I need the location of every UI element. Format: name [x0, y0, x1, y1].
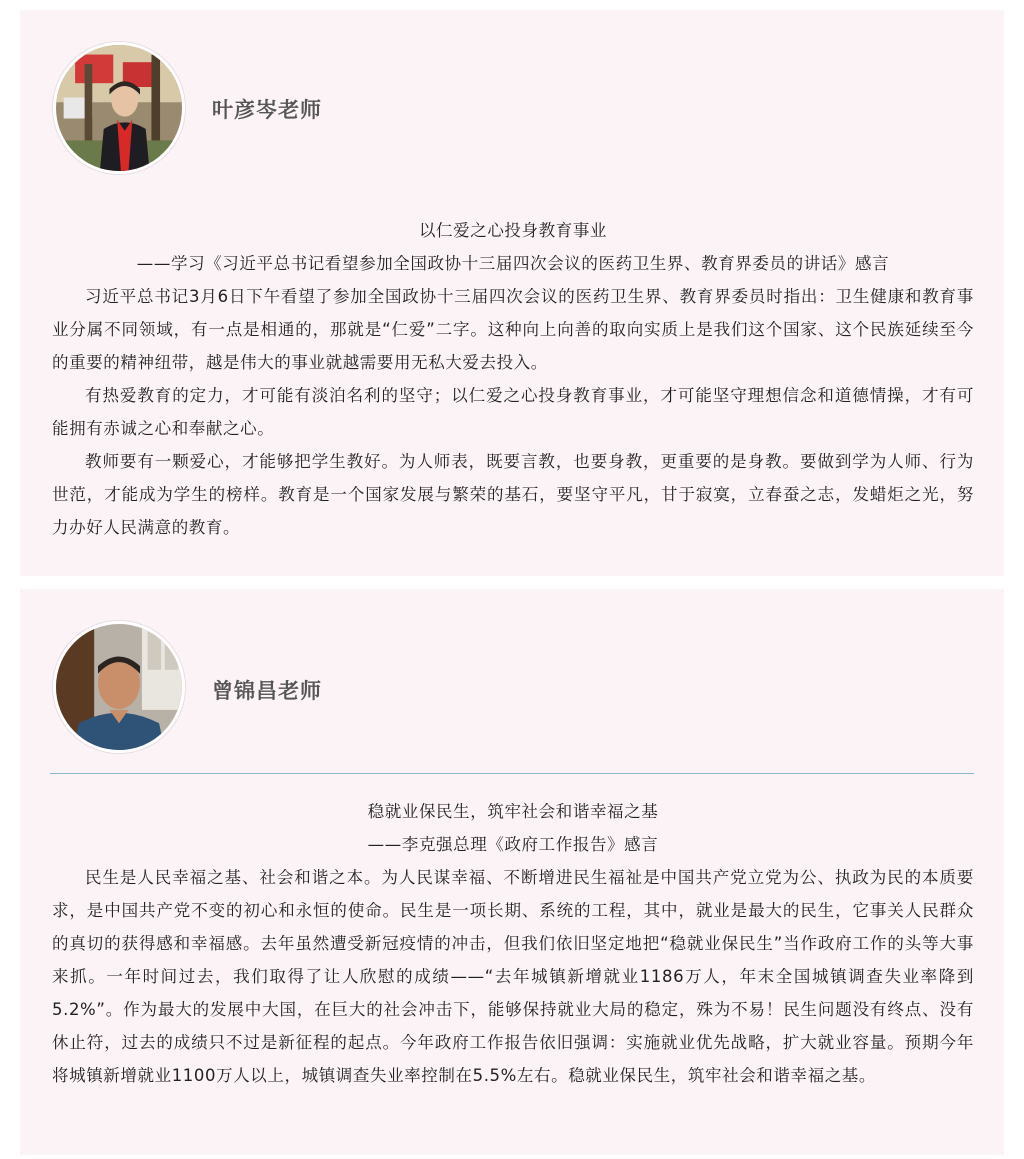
article-paragraph: 教师要有一颗爱心，才能够把学生教好。为人师表，既要言教，也要身教，更重要的是身教。要做到学为人师、行为世范，才能成为学生的榜样。教育是一个国家发展与繁荣的基石，要坚守平凡，甘于寂寞，立春蚕之志，发蜡炬之光，努力办好人民满意的教育。 — [52, 452, 974, 537]
article-paragraph: 习近平总书记3月6日下午看望了参加全国政协十三届四次会议的医药卫生界、教育界委员时指出：卫生健康和教育事业分属不同领域，有一点是相通的，那就是“仁爱”二字。这种向上向善的取向实质上是我们这个国家、这个民族延续至今的重要的精神纽带，越是伟大的事业就越需要用无私大爱去投入。 — [52, 287, 974, 372]
avatar-photo — [56, 45, 182, 171]
teacher-post-card — [20, 589, 1004, 1155]
teacher-name: 曾锦昌老师 — [212, 679, 322, 703]
article-paragraph: 有热爱教育的定力，才可能有淡泊名利的坚守；以仁爱之心投身教育事业，才可能坚守理想信念和道德情操，才有可能拥有赤诚之心和奉献之心。 — [52, 386, 974, 438]
article-title: 稳就业保民生，筑牢社会和谐幸福之基 — [367, 802, 659, 821]
avatar — [53, 621, 185, 753]
article — [52, 214, 974, 544]
article-paragraph: 民生是人民幸福之基、社会和谐之本。为人民谋幸福、不断增进民生福祉是中国共产党立党为公、执政为民的本质要求，是中国共产党不变的初心和永恒的使命。民生是一项长期、系统的工程，其中，就业是最大的民生，它事关人民群众的真切的获得感和幸福感。去年虽然遭受新冠疫情的冲击，但我们依旧坚定地把“稳就业保民生”当作政府工作的头等大事来抓。一年时间过去，我们取得了让人欣慰的成绩——“去年城镇新增就业1186万人，年末全国城镇调查失业率降到5.2%”。作为最大的发展中大国，在巨大的社会冲击下，能够保持就业大局的稳定，殊为不易！民生问题没有终点、没有休止符，过去的成绩只不过是新征程的起点。今年政府工作报告依旧强调：实施就业优先战略，扩大就业容量。预期今年将城镇新增就业1100万人以上，城镇调查失业率控制在5.5%左右。稳就业保民生，筑牢社会和谐幸福之基。 — [52, 868, 974, 1085]
article-subtitle: ——李克强总理《政府工作报告》感言 — [367, 835, 659, 854]
article-title: 以仁爱之心投身教育事业 — [418, 221, 608, 240]
divider — [50, 773, 974, 774]
teacher-post-card — [20, 10, 1004, 576]
avatar — [53, 42, 185, 174]
avatar-photo — [56, 624, 182, 750]
article-subtitle: ——学习《习近平总书记看望参加全国政协十三届四次会议的医药卫生界、教育界委员的讲话》感言 — [136, 254, 890, 273]
article — [52, 795, 974, 1092]
teacher-name: 叶彦岑老师 — [212, 98, 322, 122]
